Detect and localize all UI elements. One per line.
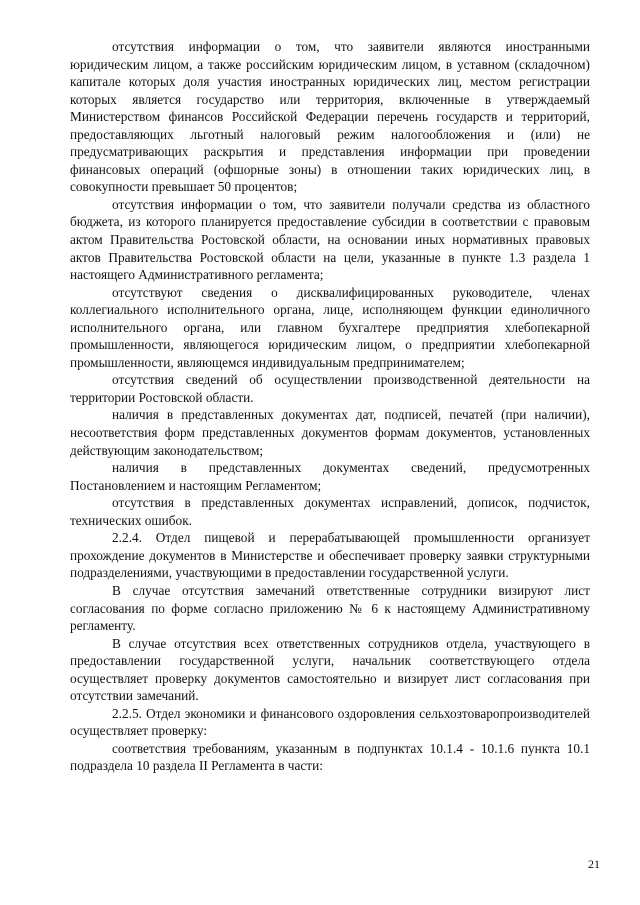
paragraph-8: 2.2.4. Отдел пищевой и перерабатывающей промышленности организует прохождение документов в Министерстве и обеспечивает проверку заявки структурными подразделениями, участвующими в предоставлении государственной услуги. (70, 530, 590, 581)
document-body (70, 38, 590, 775)
paragraph-7: отсутствия в представленных документах исправлений, дописок, подчисток, технических ошибок. (70, 495, 590, 528)
paragraph-10: В случае отсутствия всех ответственных сотрудников отдела, участвующего в предоставлении государственной услуги, начальник соответствующего отдела осуществляет проверку документов самостоятельно и визирует лист согласования при отсутствии замечаний. (70, 635, 590, 704)
paragraph-3: отсутствуют сведения о дисквалифицированных руководителе, членах коллегиального исполнительного органа, лице, исполняющем функции единоличного исполнительного органа, или главном бухгалтере предприятия хлебопекарной промышленности, являющегося юридическим лицом, о предприятии хлебопекарной промышленности, являющемся индивидуальным предпринимателем; (70, 284, 590, 370)
paragraph-1: отсутствия информации о том, что заявители являются иностранными юридическим лицом, а также российским юридическим лицом, в уставном (складочном) капитале которых доля участия иностранных юридических лиц, местом регистрации которых является государство или территория, включенные в утверждаемый Министерством финансов Российской Федерации перечень государств и территорий, предоставляющих льготный налоговый режим налогообложения и (или) не предусматривающих раскрытия и представления информации при проведении финансовых операций (офшорные зоны) в отношении таких юридических лиц, в совокупности превышает 50 процентов; (70, 39, 590, 195)
page-number: 21 (588, 857, 600, 871)
paragraph-11: 2.2.5. Отдел экономики и финансового оздоровления сельхозтоваропроизводителей осуществляет проверку: (70, 705, 590, 739)
paragraph-12: соответствия требованиям, указанным в подпунктах 10.1.4 - 10.1.6 пункта 10.1 подраздела 10 раздела II Регламента в части: (70, 740, 590, 774)
paragraph-5: наличия в представленных документах дат, подписей, печатей (при наличии), несоответствия форм представленных документов формам документов, установленных действующим законодательством; (70, 407, 590, 458)
paragraph-2: отсутствия информации о том, что заявители получали средства из областного бюджета, из которого планируется предоставление субсидии в соответствии с правовым актом Правительства Ростовской области, на основании иных нормативных правовых актов Правительства Ростовской области на цели, указанные в пункте 1.3 раздела 1 настоящего Административного регламента; (70, 196, 590, 283)
paragraph-4: отсутствия сведений об осуществлении производственной деятельности на территории Ростовской области. (70, 372, 590, 405)
paragraph-9: В случае отсутствия замечаний ответственные сотрудники визируют лист согласования по форме согласно приложению № 6 к настоящему Административному регламенту. (70, 582, 590, 634)
paragraph-6: наличия в представленных документах сведений, предусмотренных Постановлением и настоящим Регламентом; (70, 460, 590, 493)
